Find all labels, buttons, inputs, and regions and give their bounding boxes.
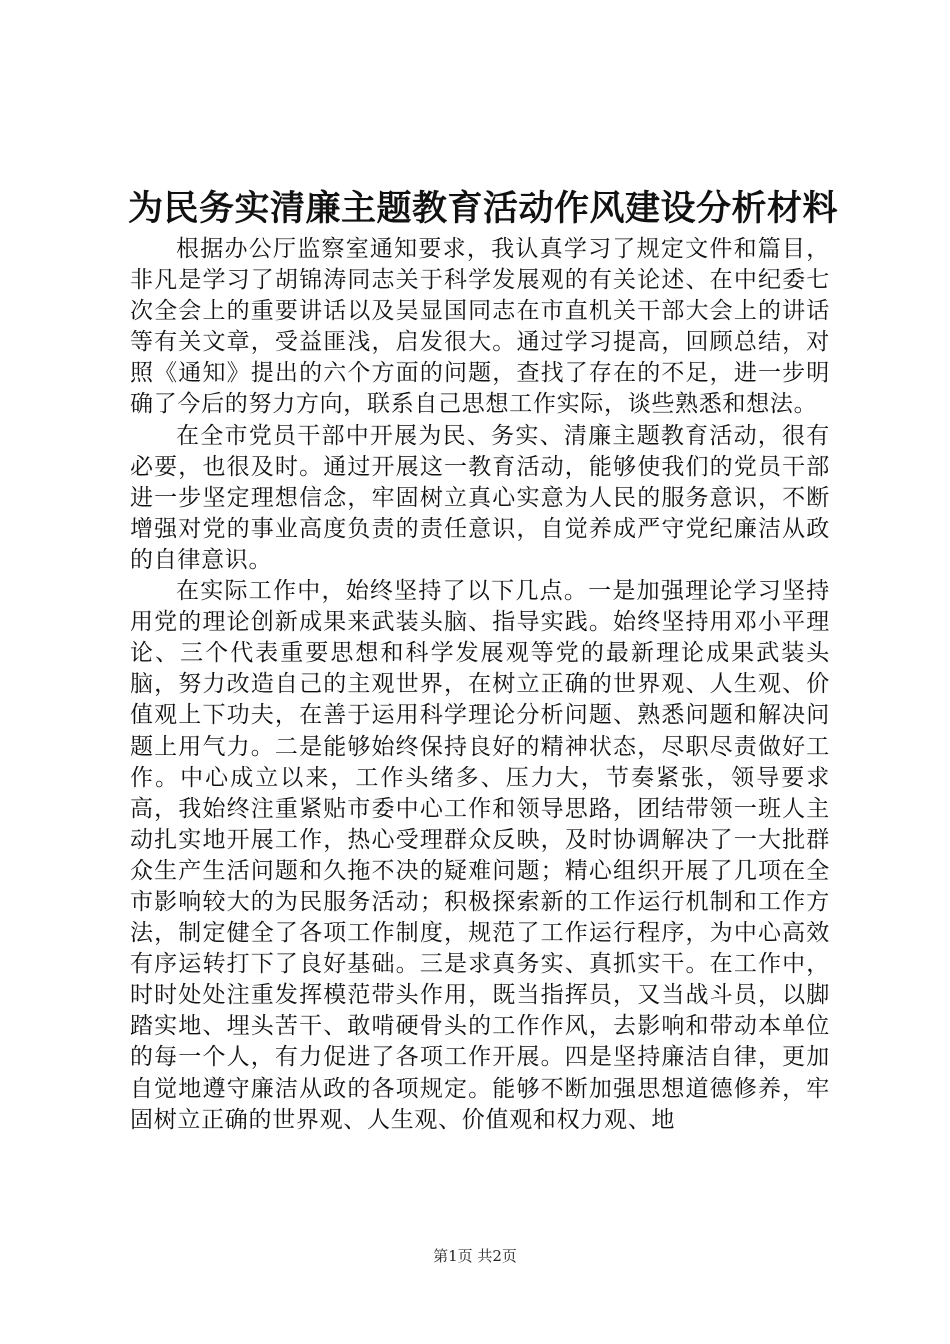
paragraph-1: 根据办公厅监察室通知要求，我认真学习了规定文件和篇目，非凡是学习了胡锦涛同志关于科学发展观的有关论述、在中纪委七次全会上的重要讲话以及吴显国同志在市直机关干部大会上的讲话等有关文章，受益匪浅，启发很大。通过学习提高，回顾总结，对照《通知》提出的六个方面的问题，查找了存在的不足，进一步明确了今后的努力方向，联系自己思想工作实际，谈些熟悉和想法。 — [130, 236, 830, 418]
document-title: 为民务实清廉主题教育活动作风建设分析材料 — [128, 188, 839, 229]
paragraph-2: 在全市党员干部中开展为民、务实、清廉主题教育活动，很有必要，也很及时。通过开展这一教育活动，能够使我们的党员干部进一步坚定理想信念，牢固树立真心实意为人民的服务意识，不断增强对党的事业高度负责的责任意识，自觉养成严守党纪廉洁从政的自律意识。 — [130, 422, 830, 573]
document-body — [130, 234, 830, 1136]
paragraph-3: 在实际工作中，始终坚持了以下几点。一是加强理论学习坚持用党的理论创新成果来武装头脑、指导实践。始终坚持用邓小平理论、三个代表重要思想和科学发展观等党的最新理论成果武装头脑，努力改造自己的主观世界，在树立正确的世界观、人生观、价值观上下功夫，在善于运用科学理论分析问题、熟悉问题和解决问题上用气力。二是能够始终保持良好的精神状态，尽职尽责做好工作。中心成立以来，工作头绪多、压力大，节奏紧张，领导要求高，我始终注重紧贴市委中心工作和领导思路，团结带领一班人主动扎实地开展工作，热心受理群众反映，及时协调解决了一大批群众生产生活问题和久拖不决的疑难问题；精心组织开展了几项在全市影响较大的为民服务活动；积极探索新的工作运行机制和工作方法，制定健全了各项工作制度，规范了工作运行程序，为中心高效有序运转打下了良好基础。三是求真务实、真抓实干。在工作中，时时处处注重发挥模范带头作用，既当指挥员，又当战斗员，以脚踏实地、埋头苦干、敢啃硬骨头的工作作风，去影响和带动本单位的每一个人，有力促进了各项工作开展。四是坚持廉洁自律，更加自觉地遵守廉洁从政的各项规定。能够不断加强思想道德修养，牢固树立正确的世界观、人生观、价值观和权力观、地 — [130, 578, 830, 1133]
page-number-footer: 第1页 共2页 — [433, 1247, 517, 1265]
